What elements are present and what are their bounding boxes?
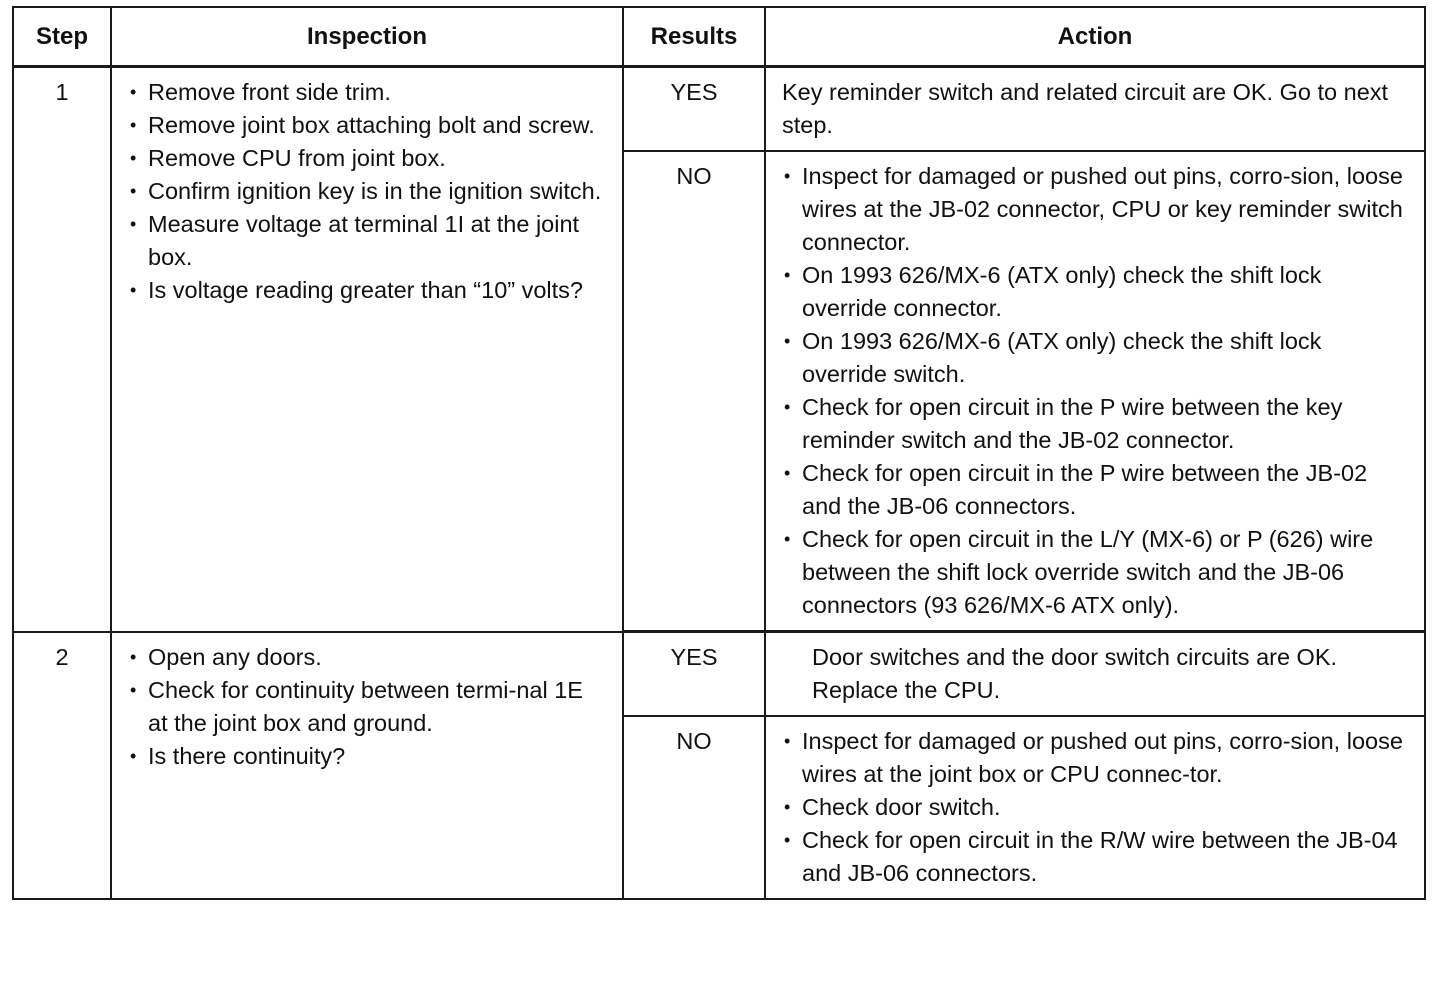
result-yes: YES <box>623 632 765 717</box>
action-item: • On 1993 626/MX-6 (ATX only) check the shift lock override switch. <box>782 325 1412 391</box>
step-number: 2 <box>13 632 111 900</box>
step-1-yes-row <box>13 67 1425 152</box>
action-item: • Inspect for damaged or pushed out pins, corro-sion, loose wires at the joint box or CPU connec-tor. <box>782 725 1412 791</box>
action-item: • Check for open circuit in the L/Y (MX-6) or P (626) wire between the shift lock override switch and the JB-06 connectors (93 626/MX-6 ATX only). <box>782 523 1412 622</box>
result-no: NO <box>623 151 765 632</box>
inspection-item: • Is voltage reading greater than “10” volts? <box>128 274 608 307</box>
action-item: • Check for open circuit in the P wire between the JB-02 and the JB-06 connectors. <box>782 457 1412 523</box>
inspection-item: • Remove joint box attaching bolt and screw. <box>128 109 608 142</box>
header-row <box>13 7 1425 67</box>
inspection-item: • Open any doors. <box>128 641 608 674</box>
step-1-inspection <box>111 67 623 632</box>
step-number: 1 <box>13 67 111 632</box>
step-1-no-actions <box>765 151 1425 632</box>
header-results: Results <box>623 7 765 67</box>
action-item: • Check for open circuit in the R/W wire between the JB-04 and JB-06 connectors. <box>782 824 1412 890</box>
action-yes-text: Key reminder switch and related circuit are OK. Go to next step. <box>765 67 1425 152</box>
step-2-yes-row <box>13 632 1425 717</box>
header-action: Action <box>765 7 1425 67</box>
inspection-item: • Remove front side trim. <box>128 76 608 109</box>
step-2-no-actions <box>765 716 1425 899</box>
inspection-item: • Check for continuity between termi-nal 1E at the joint box and ground. <box>128 674 608 740</box>
header-inspection: Inspection <box>111 7 623 67</box>
step-2-inspection <box>111 632 623 900</box>
inspection-item: • Measure voltage at terminal 1I at the joint box. <box>128 208 608 274</box>
result-yes: YES <box>623 67 765 152</box>
action-item: • Check door switch. <box>782 791 1412 824</box>
inspection-item: • Is there continuity? <box>128 740 608 773</box>
inspection-item: • Confirm ignition key is in the ignition switch. <box>128 175 608 208</box>
action-yes-text: Door switches and the door switch circuits are OK. Replace the CPU. <box>765 632 1425 717</box>
diagnostic-table <box>12 6 1426 900</box>
action-item: • Inspect for damaged or pushed out pins, corro-sion, loose wires at the JB-02 connector, CPU or key reminder switch connector. <box>782 160 1412 259</box>
action-item: • On 1993 626/MX-6 (ATX only) check the shift lock override connector. <box>782 259 1412 325</box>
header-step: Step <box>13 7 111 67</box>
result-no: NO <box>623 716 765 899</box>
inspection-item: • Remove CPU from joint box. <box>128 142 608 175</box>
action-item: • Check for open circuit in the P wire between the key reminder switch and the JB-02 connector. <box>782 391 1412 457</box>
